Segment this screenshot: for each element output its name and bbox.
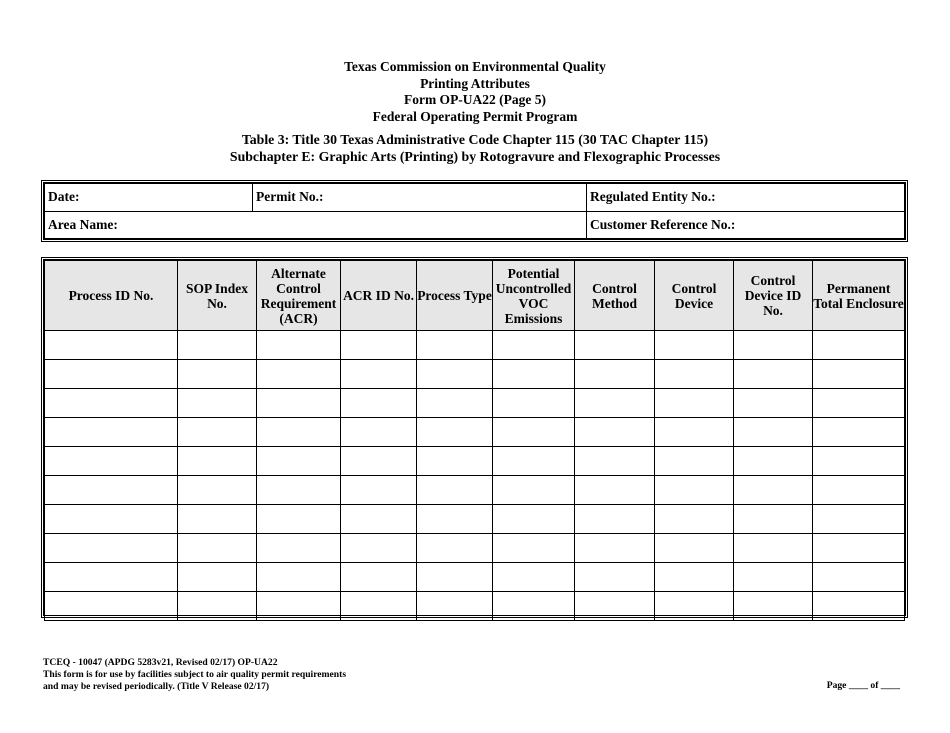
table-cell[interactable] <box>734 418 813 447</box>
table-cell[interactable] <box>655 331 734 360</box>
table-cell[interactable] <box>813 360 905 389</box>
table-cell[interactable] <box>813 563 905 592</box>
table-subtitle: Subchapter E: Graphic Arts (Printing) by Rotogravure and Flexographic Processes <box>229 149 721 164</box>
table-cell[interactable] <box>813 389 905 418</box>
table-cell[interactable] <box>341 563 417 592</box>
table-cell[interactable] <box>734 505 813 534</box>
table-cell[interactable] <box>734 331 813 360</box>
form-subject: Printing Attributes <box>420 75 530 91</box>
table-cell[interactable] <box>493 418 575 447</box>
table-cell[interactable] <box>178 563 257 592</box>
table-cell[interactable] <box>178 331 257 360</box>
table-cell[interactable] <box>257 418 341 447</box>
table-cell[interactable] <box>813 418 905 447</box>
table-cell[interactable] <box>813 447 905 476</box>
table-row <box>45 476 905 505</box>
table-cell[interactable] <box>45 505 178 534</box>
table-cell[interactable] <box>178 360 257 389</box>
table-cell[interactable] <box>493 505 575 534</box>
table-cell[interactable] <box>178 418 257 447</box>
table-cell[interactable] <box>417 447 493 476</box>
footer-revision-note: and may be revised periodically. (Title V Release 02/17) <box>43 681 270 692</box>
table-cell[interactable] <box>341 592 417 621</box>
table-cell[interactable] <box>734 563 813 592</box>
table-row <box>45 505 905 534</box>
table-cell[interactable] <box>341 389 417 418</box>
table-cell[interactable] <box>575 476 655 505</box>
table-cell[interactable] <box>178 505 257 534</box>
table-cell[interactable] <box>655 592 734 621</box>
table-cell[interactable] <box>575 592 655 621</box>
area-name-field[interactable]: Area Name: <box>45 211 587 239</box>
table-cell[interactable] <box>45 360 178 389</box>
table-cell[interactable] <box>493 534 575 563</box>
table-cell[interactable] <box>493 592 575 621</box>
col-control-method: Control Method <box>575 261 655 331</box>
table-cell[interactable] <box>813 505 905 534</box>
program-name: Federal Operating Permit Program <box>372 108 578 124</box>
table-cell[interactable] <box>813 592 905 621</box>
table-row <box>45 389 905 418</box>
table-cell[interactable] <box>341 476 417 505</box>
permit-number-field[interactable]: Permit No.: <box>253 184 587 212</box>
col-acr: Alternate Control Requirement (ACR) <box>257 261 341 331</box>
table-row <box>45 360 905 389</box>
table-cell[interactable] <box>417 331 493 360</box>
col-voc-emissions: Potential Uncontrolled VOC Emissions <box>493 261 575 331</box>
footer-usage-note: This form is for use by facilities subject to air quality permit requirements <box>43 669 347 680</box>
table-cell[interactable] <box>45 331 178 360</box>
table-cell[interactable] <box>257 505 341 534</box>
table-cell[interactable] <box>493 331 575 360</box>
table-cell[interactable] <box>417 389 493 418</box>
footer-form-id: TCEQ - 10047 (APDG 5283v21, Revised 02/17) OP-UA22 <box>43 657 278 668</box>
table-cell[interactable] <box>493 476 575 505</box>
table-cell[interactable] <box>734 476 813 505</box>
col-control-device-id: Control Device ID No. <box>734 261 813 331</box>
table-cell[interactable] <box>341 534 417 563</box>
table-cell[interactable] <box>341 360 417 389</box>
table-cell[interactable] <box>575 563 655 592</box>
table-cell[interactable] <box>575 534 655 563</box>
table-heading <box>0 131 950 165</box>
table-cell[interactable] <box>655 505 734 534</box>
table-cell[interactable] <box>493 389 575 418</box>
table-cell[interactable] <box>655 360 734 389</box>
table-cell[interactable] <box>493 447 575 476</box>
page-number: Page ____ of ____ <box>826 680 900 691</box>
process-table <box>41 257 908 618</box>
table-cell[interactable] <box>257 447 341 476</box>
form-footer <box>43 657 346 693</box>
table-cell[interactable] <box>493 360 575 389</box>
table-cell[interactable] <box>734 592 813 621</box>
customer-reference-field[interactable]: Customer Reference No.: <box>587 211 905 239</box>
col-process-id: Process ID No. <box>45 261 178 331</box>
table-cell[interactable] <box>178 592 257 621</box>
table-row <box>45 563 905 592</box>
table-cell[interactable] <box>417 592 493 621</box>
table-cell[interactable] <box>257 476 341 505</box>
table-cell[interactable] <box>655 389 734 418</box>
form-header <box>0 59 950 125</box>
table-cell[interactable] <box>45 389 178 418</box>
table-cell[interactable] <box>257 360 341 389</box>
table-cell[interactable] <box>178 389 257 418</box>
table-cell[interactable] <box>257 534 341 563</box>
table-cell[interactable] <box>655 534 734 563</box>
col-process-type: Process Type <box>417 261 493 331</box>
table-cell[interactable] <box>341 331 417 360</box>
table-cell[interactable] <box>655 418 734 447</box>
table-cell[interactable] <box>45 447 178 476</box>
table-row <box>45 331 905 360</box>
table-cell[interactable] <box>493 563 575 592</box>
table-cell[interactable] <box>734 360 813 389</box>
table-cell[interactable] <box>655 476 734 505</box>
table-cell[interactable] <box>45 592 178 621</box>
table-cell[interactable] <box>734 447 813 476</box>
table-cell[interactable] <box>45 476 178 505</box>
table-cell[interactable] <box>257 592 341 621</box>
table-row <box>45 534 905 563</box>
table-cell[interactable] <box>575 418 655 447</box>
table-cell[interactable] <box>813 331 905 360</box>
table-header-row <box>45 261 905 331</box>
table-cell[interactable] <box>813 476 905 505</box>
table-row <box>45 447 905 476</box>
table-cell[interactable] <box>341 418 417 447</box>
table-cell[interactable] <box>341 447 417 476</box>
table-cell[interactable] <box>575 389 655 418</box>
table-row <box>45 592 905 621</box>
info-table <box>41 180 908 242</box>
table-cell[interactable] <box>178 447 257 476</box>
table-cell[interactable] <box>813 534 905 563</box>
table-cell[interactable] <box>417 563 493 592</box>
table-cell[interactable] <box>45 418 178 447</box>
table-cell[interactable] <box>257 331 341 360</box>
table-cell[interactable] <box>417 534 493 563</box>
table-cell[interactable] <box>341 505 417 534</box>
table-cell[interactable] <box>178 534 257 563</box>
table-cell[interactable] <box>45 563 178 592</box>
form-number: Form OP-UA22 (Page 5) <box>403 92 547 107</box>
date-field[interactable]: Date: <box>45 184 253 212</box>
table-cell[interactable] <box>575 360 655 389</box>
regulated-entity-field[interactable]: Regulated Entity No.: <box>587 184 905 212</box>
table-cell[interactable] <box>257 563 341 592</box>
table-cell[interactable] <box>575 505 655 534</box>
table-cell[interactable] <box>575 331 655 360</box>
table-cell[interactable] <box>417 505 493 534</box>
table-cell[interactable] <box>417 418 493 447</box>
table-cell[interactable] <box>417 360 493 389</box>
table-cell[interactable] <box>734 389 813 418</box>
table-cell[interactable] <box>257 389 341 418</box>
table-cell[interactable] <box>655 563 734 592</box>
table-row <box>45 418 905 447</box>
table-cell[interactable] <box>734 534 813 563</box>
table-cell[interactable] <box>178 476 257 505</box>
agency-name: Texas Commission on Environmental Quality <box>344 59 606 74</box>
col-acr-id: ACR ID No. <box>341 261 417 331</box>
table-cell[interactable] <box>575 447 655 476</box>
col-sop-index: SOP Index No. <box>178 261 257 331</box>
table-cell[interactable] <box>655 447 734 476</box>
table-cell[interactable] <box>45 534 178 563</box>
col-control-device: Control Device <box>655 261 734 331</box>
table-title: Table 3: Title 30 Texas Administrative Code Chapter 115 (30 TAC Chapter 115) <box>241 132 709 147</box>
col-total-enclosure: Permanent Total Enclosure <box>813 261 905 331</box>
table-cell[interactable] <box>417 476 493 505</box>
